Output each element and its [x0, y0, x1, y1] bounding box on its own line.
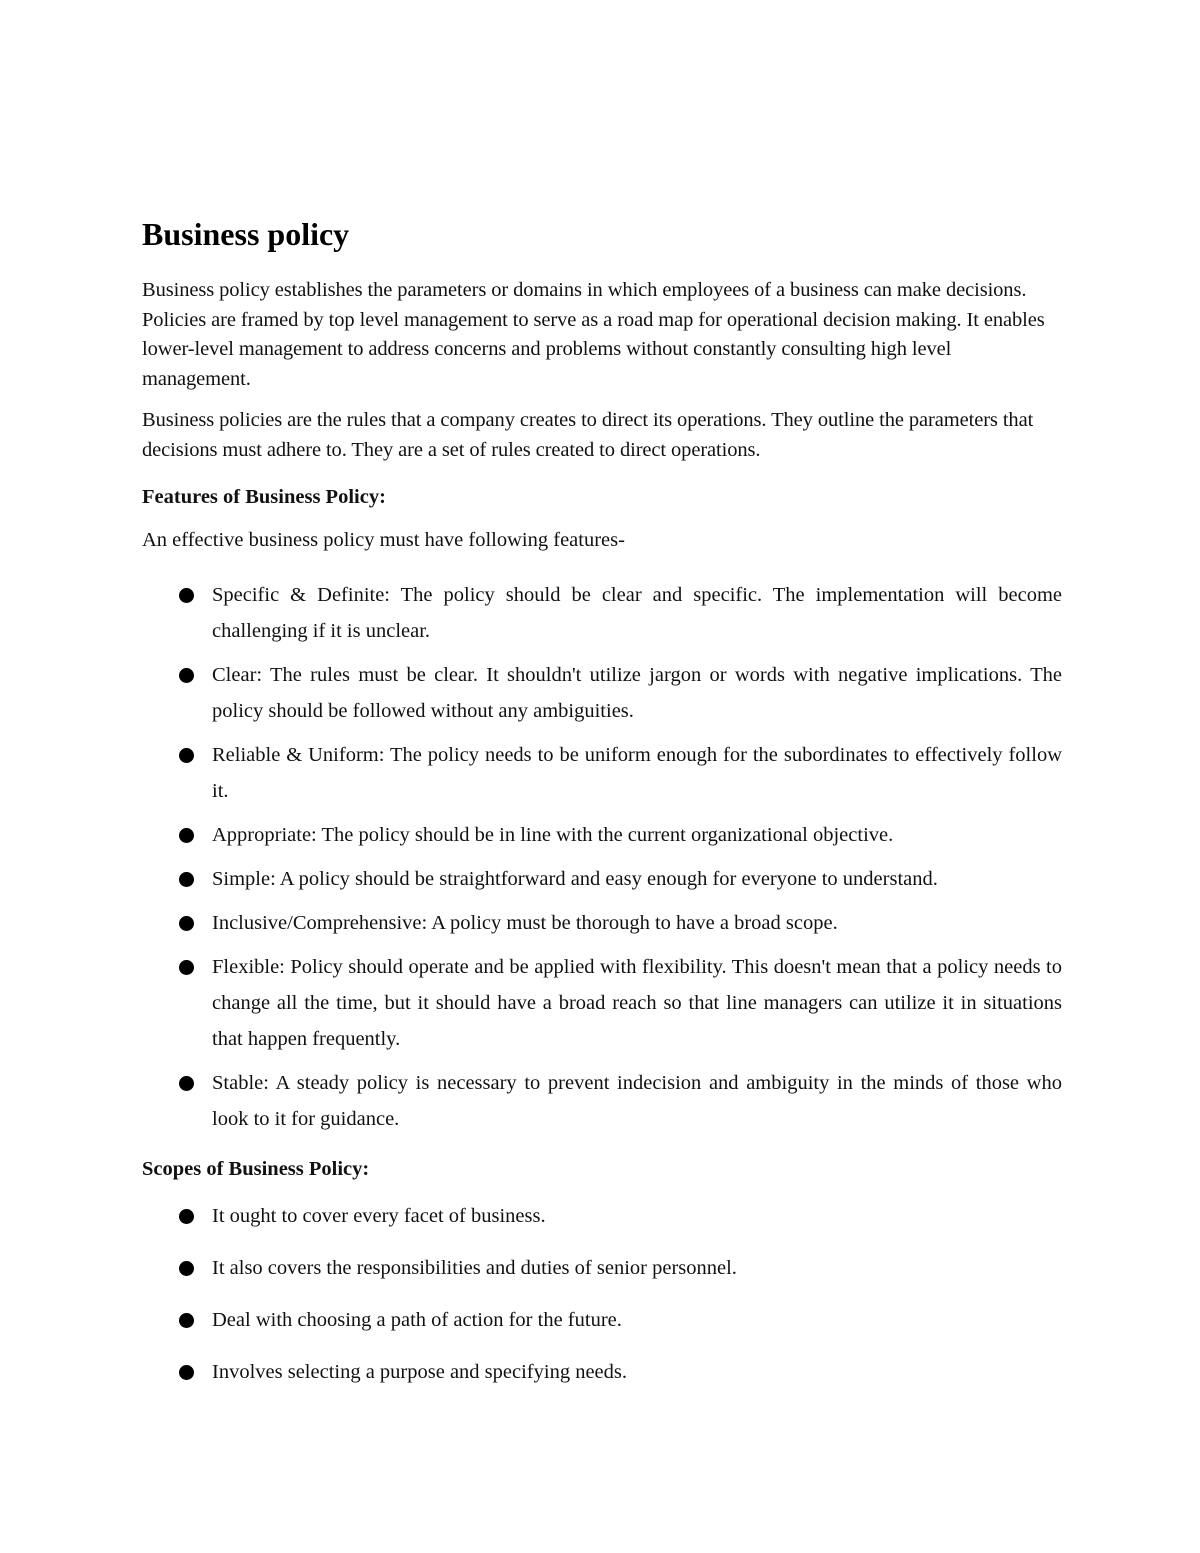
list-item-text: Appropriate: The policy should be in line with the current organizational objective.: [212, 824, 894, 846]
list-item-text: Specific & Definite: The policy should be clear and specific. The implementation will become challenging if it is unclear.: [212, 584, 1062, 642]
list-item: [142, 737, 1062, 809]
list-item-text: Deal with choosing a path of action for the future.: [212, 1309, 622, 1331]
list-item: [142, 905, 1062, 941]
bullet-icon: [179, 960, 194, 975]
bullet-icon: [179, 668, 194, 683]
list-item-text: Clear: The rules must be clear. It shouldn't utilize jargon or words with negative implications. The policy should be followed without any ambiguities.: [212, 664, 1062, 722]
scopes-list: [142, 1198, 1062, 1390]
features-intro: An effective business policy must have following features-: [142, 529, 625, 551]
bullet-icon: [179, 1313, 194, 1328]
list-item: [142, 657, 1062, 729]
list-item: [142, 577, 1062, 649]
bullet-icon: [179, 872, 194, 887]
list-item-text: Flexible: Policy should operate and be applied with flexibility. This doesn't mean that a policy needs to change all the time, but it should have a broad reach so that line managers can utilize it in situations that happen frequently.: [212, 956, 1062, 1050]
list-item: [142, 1302, 1062, 1338]
bullet-icon: [179, 828, 194, 843]
scopes-heading: Scopes of Business Policy:: [142, 1158, 370, 1180]
list-item-text: Reliable & Uniform: The policy needs to be uniform enough for the subordinates to effectively follow it.: [212, 744, 1062, 802]
list-item: [142, 861, 1062, 897]
paragraph-definition: Business policy establishes the parameters or domains in which employees of a business can make decisions. Policies are framed by top level management to serve as a road map for operational decision making. It enables lower-level management to address concerns and problems without constantly consulting high level management.: [142, 279, 1045, 390]
document-title: Business policy: [142, 216, 350, 252]
list-item-text: It ought to cover every facet of business.: [212, 1205, 546, 1227]
features-list: [142, 577, 1062, 1137]
bullet-icon: [179, 1209, 194, 1224]
list-item-text: Simple: A policy should be straightforward and easy enough for everyone to understand.: [212, 868, 938, 890]
list-item: [142, 949, 1062, 1057]
list-item: [142, 1198, 1062, 1234]
bullet-icon: [179, 588, 194, 603]
bullet-icon: [179, 1261, 194, 1276]
features-heading: Features of Business Policy:: [142, 486, 386, 508]
bullet-icon: [179, 916, 194, 931]
paragraph-rules: Business policies are the rules that a company creates to direct its operations. They outline the parameters that decisions must adhere to. They are a set of rules created to direct operations.: [142, 409, 1034, 461]
list-item-text: It also covers the responsibilities and duties of senior personnel.: [212, 1257, 737, 1279]
list-item-text: Stable: A steady policy is necessary to prevent indecision and ambiguity in the minds of those who look to it for guidance.: [212, 1072, 1062, 1130]
list-item-text: Inclusive/Comprehensive: A policy must be thorough to have a broad scope.: [212, 912, 838, 934]
list-item-text: Involves selecting a purpose and specifying needs.: [212, 1361, 628, 1383]
list-item: [142, 817, 1062, 853]
list-item: [142, 1065, 1062, 1137]
bullet-icon: [179, 1076, 194, 1091]
list-item: [142, 1250, 1062, 1286]
list-item: [142, 1354, 1062, 1390]
bullet-icon: [179, 1365, 194, 1380]
document-page: [142, 212, 1062, 1406]
bullet-icon: [179, 748, 194, 763]
